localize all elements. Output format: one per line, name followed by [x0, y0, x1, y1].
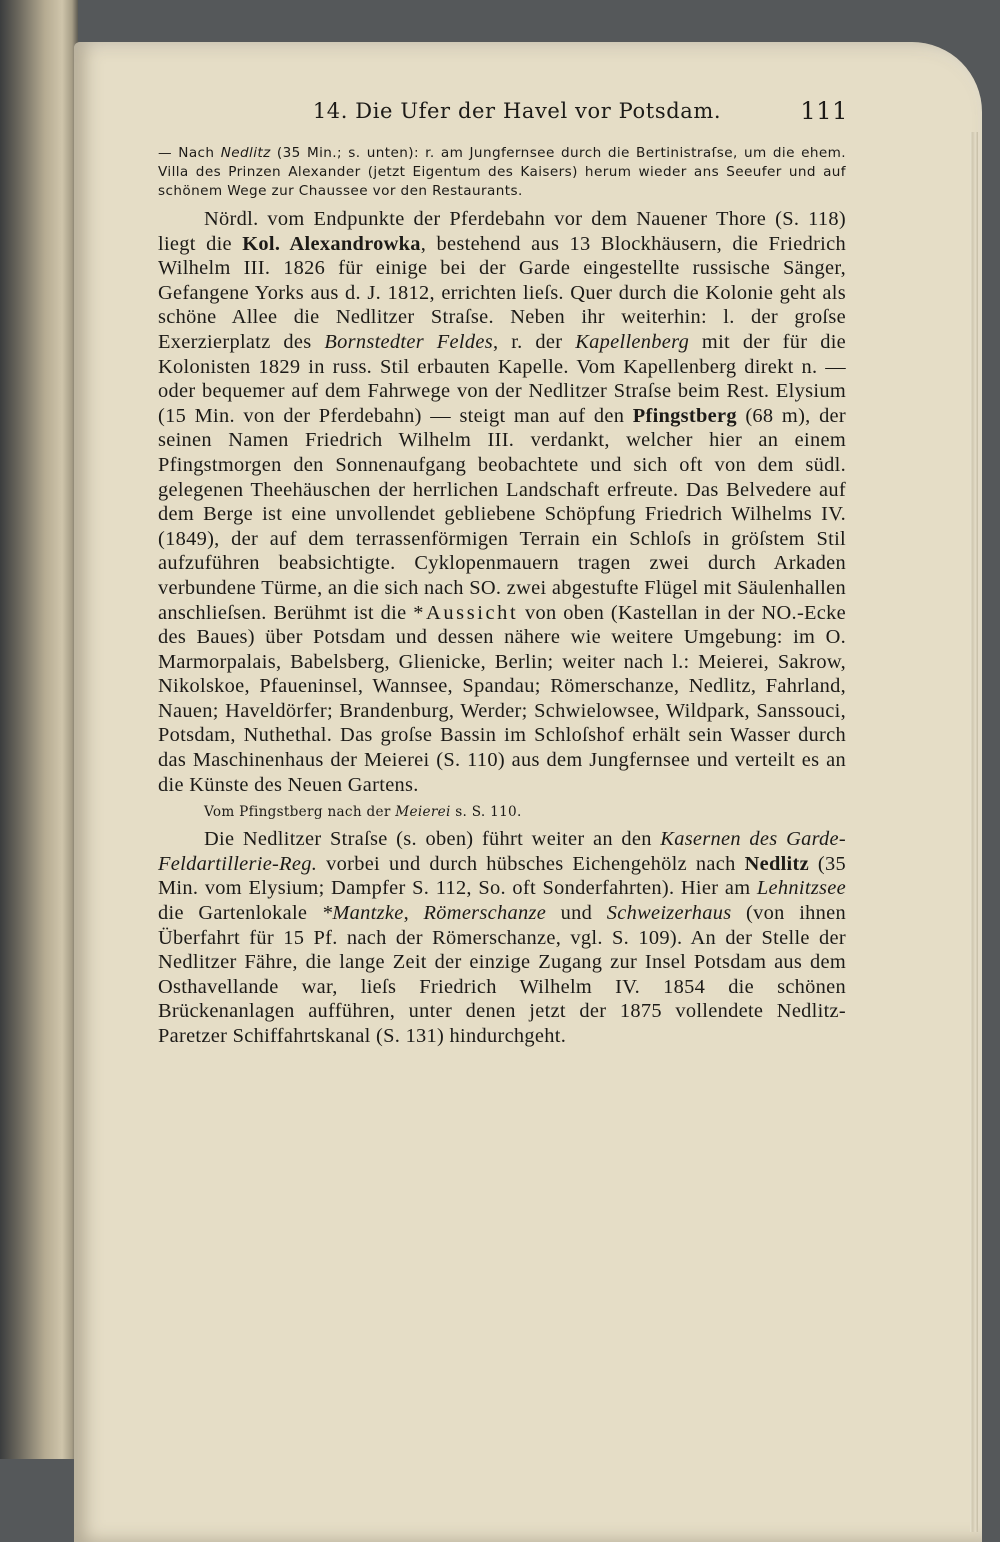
text-run: , r. der [492, 330, 576, 353]
text-run: Die Nedlitzer Straſse (s. oben) führt weiter an den [204, 828, 661, 851]
ref-text: s. S. 110. [450, 804, 522, 821]
place-name: Bornstedter Feldes [324, 330, 493, 353]
place-name: Kapellenberg [575, 330, 690, 353]
text-run: die Gartenlokale [158, 902, 322, 925]
text-run: von oben (Kastellan in der NO.-Ecke des Baues) über Potsdam und dessen nähere wie weitere Umgebung: im O. Marmorpalais, Babelsberg, Glienicke, Berlin; weiter nach l.: Meierei, Sakrow, Nikolskoe, Pfaueninsel, Wannsee, Spandau; Römerschanze, Nedlitz, Fahrland, Nauen; Haveldörfer; Brandenburg, Werder; Schwielowsee, Wildpark, Sanssouci, Potsdam, Nuthethal. Das groſse Bassin im Schloſshof erhält sein Wasser durch das Maschinenhaus der Meierei (S. 110) aus dem Jungfernsee und verteilt es an die Künste des Neuen Gartens. [158, 601, 846, 796]
text-run: und [546, 902, 607, 925]
note-text: — Nach [158, 145, 221, 161]
highlight-term: *Aussicht [413, 601, 519, 624]
place-name: Schweizerhaus [606, 902, 732, 925]
paragraph-nedlitz [158, 827, 846, 1048]
text-run: , bestehend aus 13 Blockhäusern, die Friedrich Wilhelm III. 1826 für einige bei der Garde eingestellte russische Sänger, Gefangene Yorks aus d. J. 1812, errichten lieſs. Quer durch die Kolonie geht als schöne Allee die Nedlitzer Straſse. Neben ihr weiterhin: l. der groſse Exerzierplatz des [158, 232, 846, 353]
paragraph-alexandrowka [158, 207, 846, 797]
place-name: Kol. Alexandrowka [242, 232, 421, 255]
place-name: Nedlitz [744, 852, 809, 875]
route-note [158, 144, 846, 201]
place-name: Lehnitzsee [756, 877, 846, 900]
ref-place: Meierei [395, 804, 451, 821]
place-name: Römerschanze [423, 902, 547, 925]
text-run: Nördl. vom Endpunkte der Pferdebahn vor dem Nauener Thore (S. 118) liegt die [158, 208, 846, 255]
cross-reference [158, 801, 846, 823]
text-run: , [403, 902, 424, 925]
text-run: (35 Min. vom Elysium; Dampfer S. 112, So. oft Sonderfahrten). Hier am [158, 852, 846, 900]
place-name: *Mantzke [321, 902, 404, 925]
running-head [158, 96, 846, 126]
place-name: Pfingstberg [632, 404, 737, 427]
page-stack-edge [970, 132, 978, 1532]
place-name: Kasernen des Garde-Feldartillerie-Reg. [158, 828, 846, 875]
page-number: 111 [800, 97, 848, 125]
text-run: (68 m), der seinen Namen Friedrich Wilhelm III. verdankt, welcher hier an einem Pfingstmorgen den Sonnenaufgang beobachtete und sich oft von dem südl. gelegenen Theehäuschen der herrlichen Landschaft erfreute. Das Belvedere auf dem Berge ist eine unvollendet gebliebene Schöpfung Friedrich Wilhelms IV. (1849), der auf dem terrassenförmigen Terrain ein Schloſs in gröſstem Stil aufzuführen beabsichtigte. Cyklopenmauern tragen zwei durch Arkaden verbundene Türme, an die sich nach SO. zwei abgestufte Flügel mit Säulenhallen anschlieſsen. Berühmt ist die [158, 404, 846, 624]
text-run: mit der für die Kolonisten 1829 in russ. Stil erbauten Kapelle. Vom Kapellenberg direkt n. — oder bequemer auf dem Fahrwege von der Nedlitzer Straſse beim Rest. Elysium (15 Min. von der Pferdebahn) — steigt man auf den [158, 330, 847, 427]
note-text: (35 Min.; s. unten): r. am Jungfernsee durch die Bertinistraſse, um die ehem. Villa des Prinzen Alexander (jetzt Eigentum des Kaisers) herum wieder ans Seeufer und auf schönem Wege zur Chaussee vor den Restaurants. [158, 145, 846, 199]
page-text [158, 96, 846, 1049]
adjacent-page-edge [0, 0, 78, 1459]
chapter-title: 14. Die Ufer der Havel vor Potsdam. [312, 99, 722, 123]
note-place: Nedlitz [220, 145, 271, 161]
text-run: (von ihnen Überfahrt für 15 Pf. nach der Römerschanze, vgl. S. 109). An der Stelle der Nedlitzer Fähre, die lange Zeit der einzige Zugang zur Insel Potsdam aus dem Osthavellande war, lieſs Friedrich Wilhelm IV. 1854 die schönen Brückenanlagen aufführen, unter denen jetzt der 1875 vollendete Nedlitz-Paretzer Schiffahrtskanal (S. 131) hindurchgeht. [158, 902, 847, 1047]
text-run: vorbei und durch hübsches Eichengehölz nach [317, 852, 745, 875]
ref-text: Vom Pfingstberg nach der [204, 804, 396, 821]
